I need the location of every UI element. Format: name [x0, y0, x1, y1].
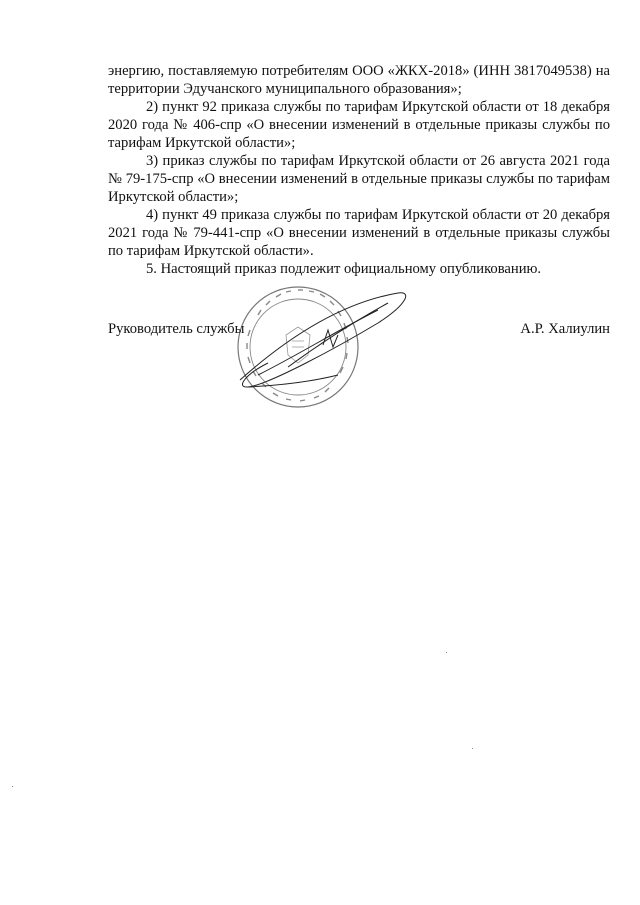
seal-emblem [286, 327, 310, 363]
paragraph-item-3: 3) приказ службы по тарифам Иркутской области от 26 августа 2021 года № 79-175-спр «О внесении изменений в отдельные приказы службы по тарифам Иркутской области»; [108, 153, 610, 205]
scan-speck [446, 652, 447, 653]
paragraph-item-2: 2) пункт 92 приказа службы по тарифам Иркутской области от 18 декабря 2020 года № 406-спр «О внесении изменений в отдельные приказы службы по тарифам Иркутской области»; [108, 99, 610, 151]
paragraph-item-5: 5. Настоящий приказ подлежит официальному опубликованию. [146, 261, 542, 277]
official-seal-with-signature [228, 285, 418, 420]
signatory-name: А.Р. Халиулин [520, 321, 610, 337]
paragraph-item-4: 4) пункт 49 приказа службы по тарифам Иркутской области от 20 декабря 2021 года № 79-441-спр «О внесении изменений в отдельные приказы службы по тарифам Иркутской области». [108, 207, 610, 259]
signatory-position: Руководитель службы [108, 321, 245, 337]
document-body [108, 62, 610, 278]
seal-graphic [228, 285, 418, 420]
scan-speck [472, 748, 473, 749]
scan-speck [12, 786, 13, 787]
paragraph-continuation: энергию, поставляемую потребителям ООО «ЖКХ-2018» (ИНН 3817049538) на территории Эдучанского муниципального образования»; [108, 63, 610, 97]
signature-scribble [240, 293, 406, 387]
